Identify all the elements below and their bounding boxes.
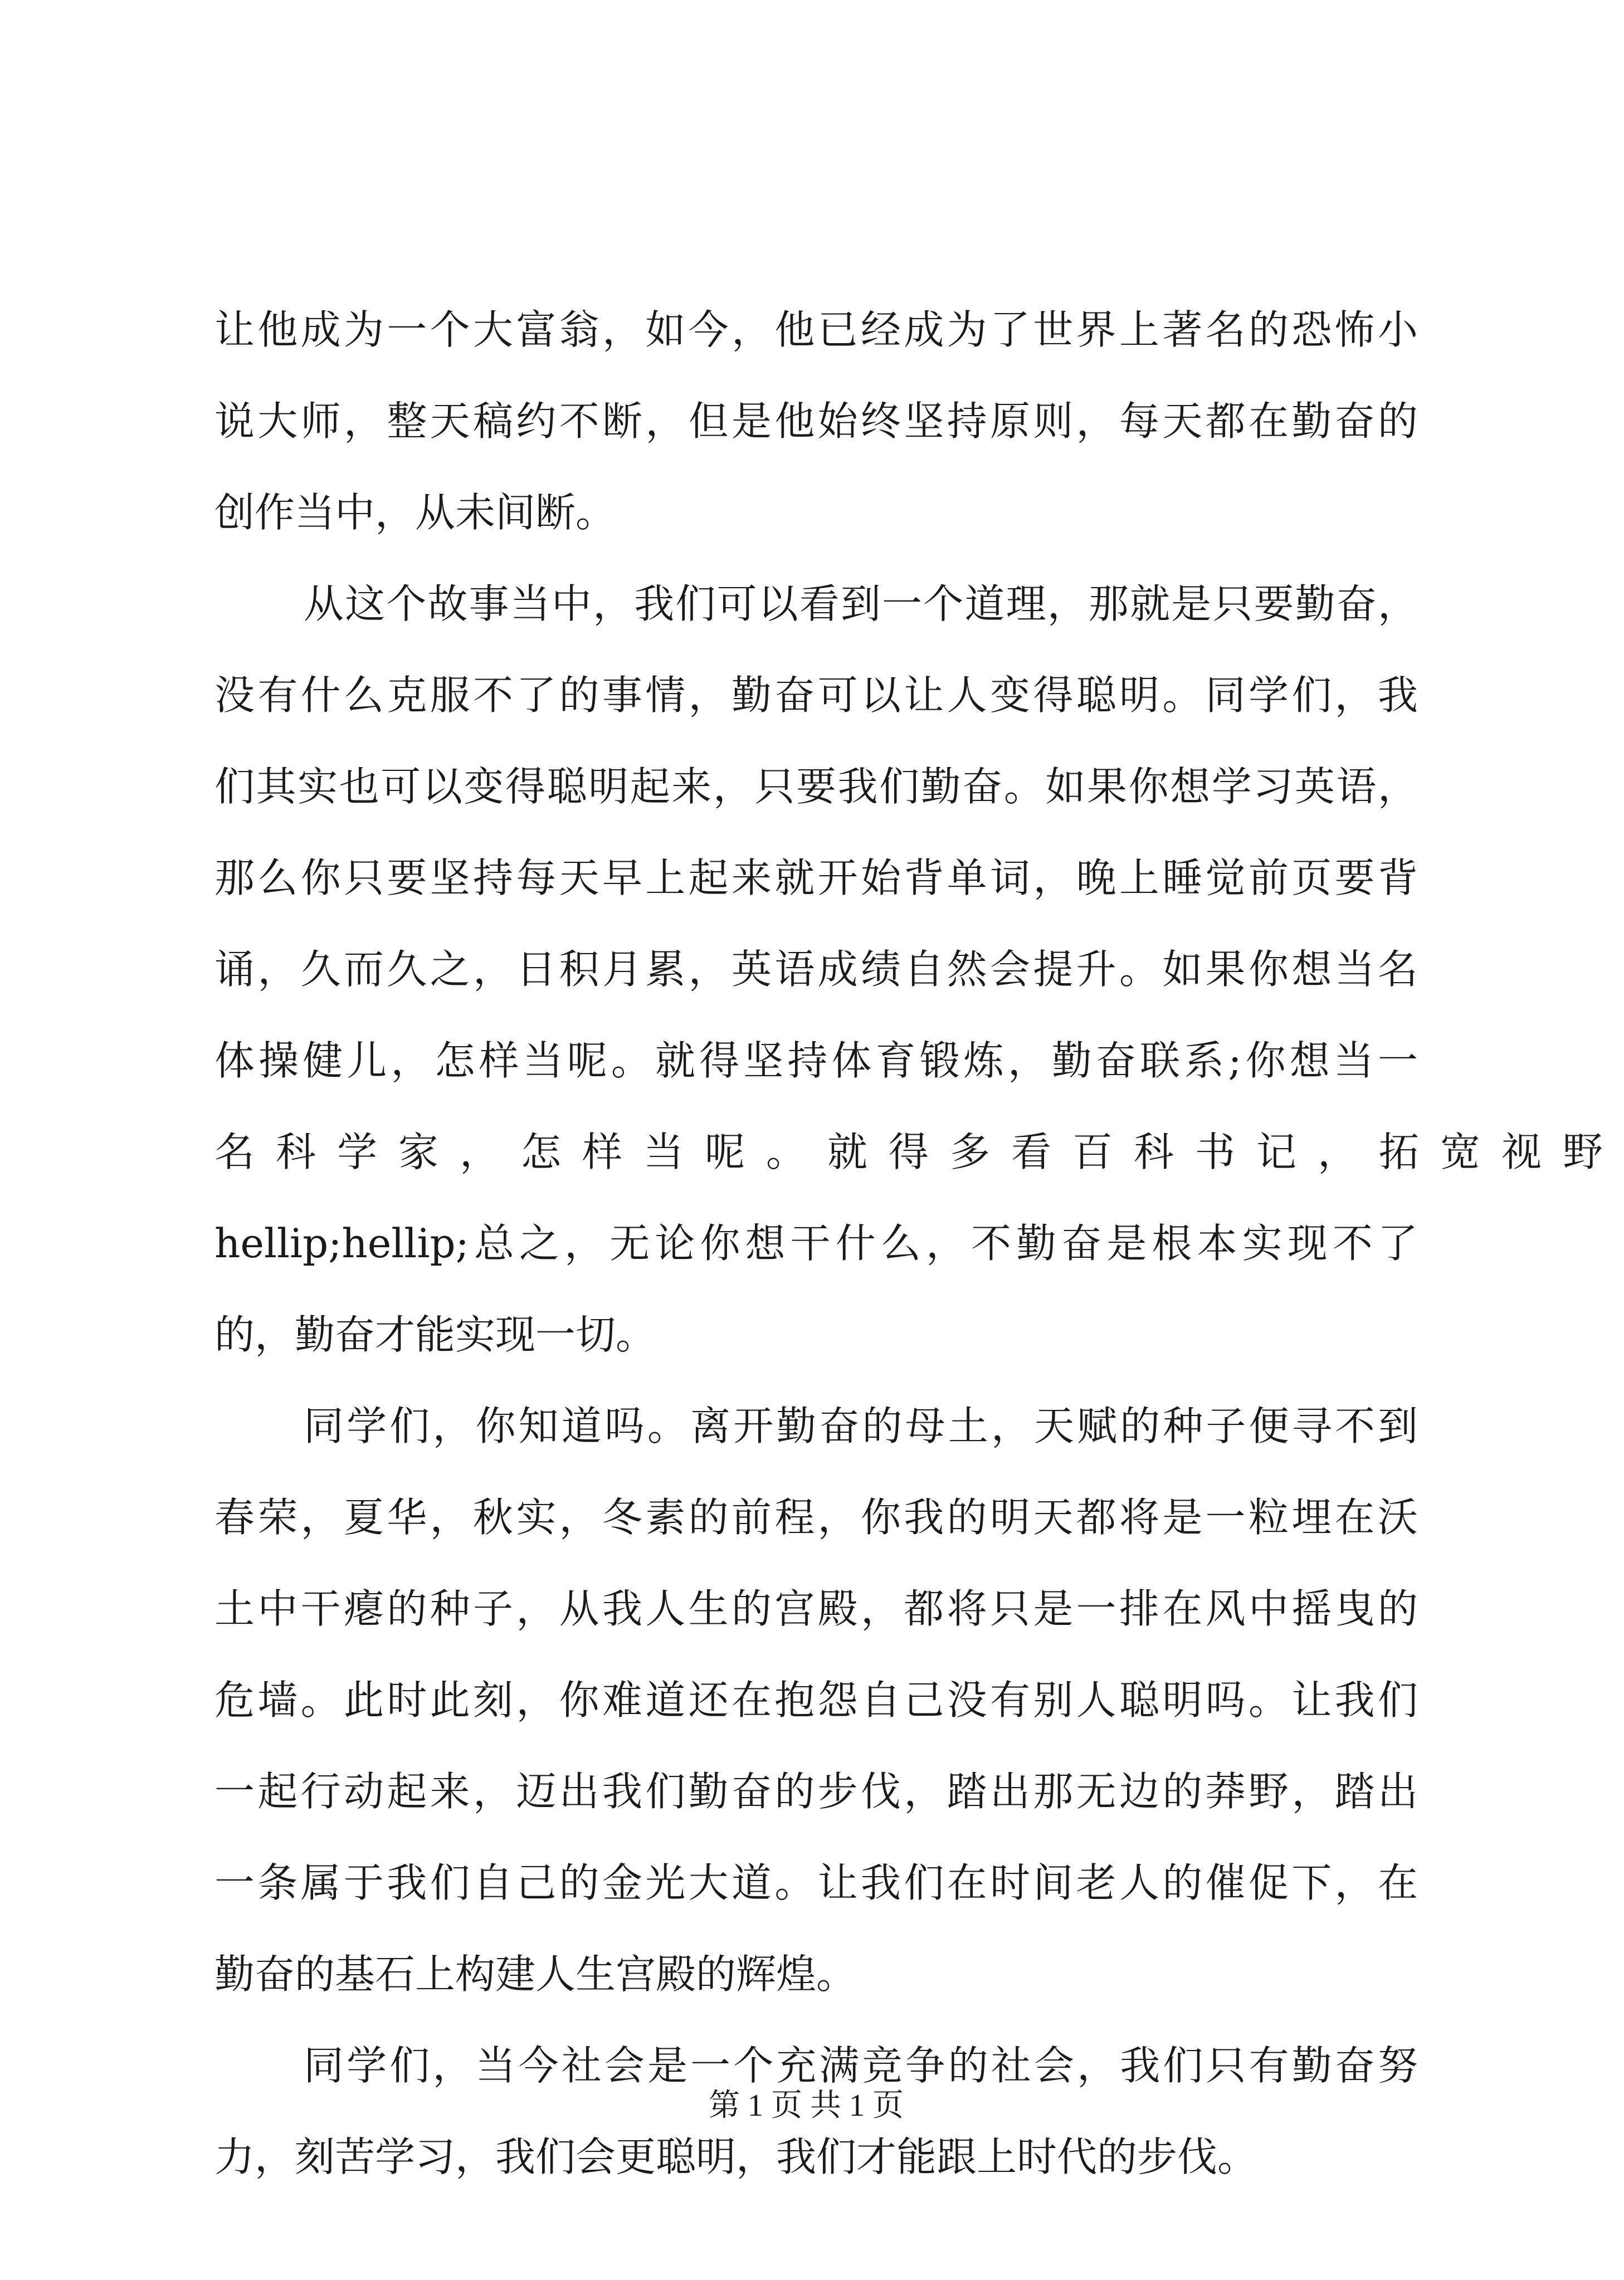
text-line: 说大师，整天稿约不断，但是他始终坚持原则，每天都在勤奋的 [214,398,1418,445]
text-line: 土中干瘪的种子，从我人生的宫殿，都将只是一排在风中摇曳的 [214,1585,1418,1632]
page-footer: 第 1 页 共 1 页 [709,2088,904,2123]
paragraph-3 [214,1380,1418,2020]
text-line: 春荣，夏华，秋实，冬素的前程，你我的明天都将是一粒埋在沃 [214,1494,1418,1541]
text-line: 同学们，当今社会是一个充满竞争的社会，我们只有勤奋努 [304,2042,1418,2089]
text-line: 没有什么克服不了的事情，勤奋可以让人变得聪明。同学们，我 [214,672,1418,719]
paragraph-2 [214,558,1624,1380]
text-line: 力，刻苦学习，我们会更聪明，我们才能跟上时代的步伐。 [214,2133,1258,2180]
document-body [214,284,1624,2203]
text-line: 体操健儿，怎样当呢。就得坚持体育锻炼，勤奋联系;你想当一 [214,1037,1418,1084]
text-line: 名科学家，怎样当呢。就得多看百科书记，拓宽视野 [214,1129,1624,1175]
text-line: 诵，久而久之，日积月累，英语成绩自然会提升。如果你想当名 [214,946,1418,993]
paragraph-1 [214,284,1418,558]
text-line: 同学们，你知道吗。离开勤奋的母土，天赋的种子便寻不到 [304,1403,1418,1449]
text-line: 的，勤奋才能实现一切。 [214,1311,656,1358]
text-line: 勤奋的基石上构建人生宫殿的辉煌。 [214,1951,857,1998]
text-line: 创作当中，从未间断。 [214,489,616,536]
text-line: 让他成为一个大富翁，如今，他已经成为了世界上著名的恐怖小 [214,306,1418,353]
text-line: 们其实也可以变得聪明起来，只要我们勤奋。如果你想学习英语， [214,763,1418,810]
text-line: 一起行动起来，迈出我们勤奋的步伐，踏出那无边的莽野，踏出 [214,1768,1418,1815]
text-line: hellip;hellip;总之，无论你想干什么，不勤奋是根本实现不了 [214,1220,1418,1267]
text-line: 一条属于我们自己的金光大道。让我们在时间老人的催促下，在 [214,1859,1418,1906]
text-line: 那么你只要坚持每天早上起来就开始背单词，晚上睡觉前页要背 [214,855,1418,901]
text-line: 危墙。此时此刻，你难道还在抱怨自己没有别人聪明吗。让我们 [214,1677,1418,1724]
text-line: 从这个故事当中，我们可以看到一个道理，那就是只要勤奋， [304,580,1418,627]
